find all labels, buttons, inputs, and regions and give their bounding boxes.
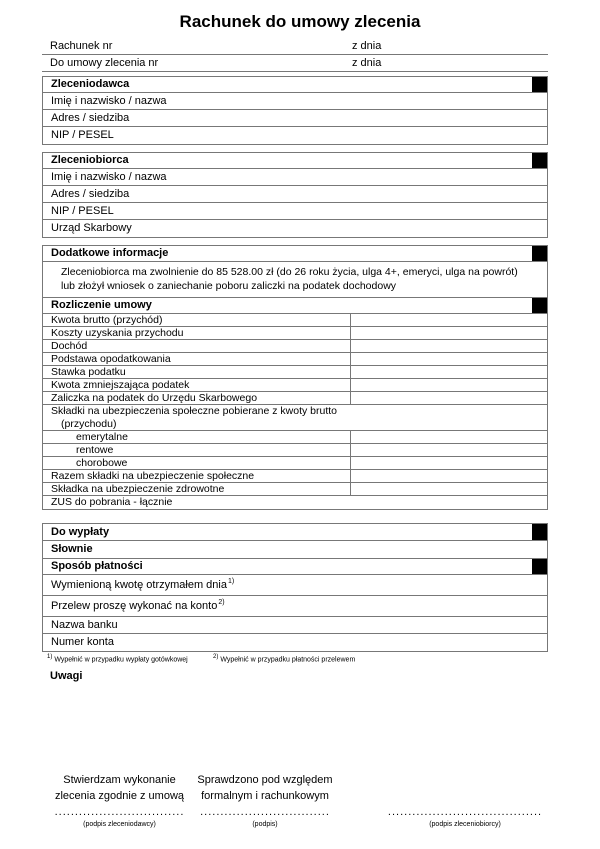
invoice-number-row (42, 38, 548, 55)
field-row-imie-nazwisko (43, 169, 547, 186)
field-label: Adres / siedziba (51, 188, 130, 200)
section-header-dodatkowe-informacje (43, 246, 547, 262)
signature-sublabel: (podpis) (252, 821, 278, 828)
row-label: Słownie (51, 543, 93, 555)
section-zleceniobiorca (42, 152, 548, 238)
settlement-row-chorobowe (43, 457, 547, 470)
section-dodatkowe-informacje (42, 245, 548, 298)
settlement-row-kwota-brutto (43, 314, 547, 327)
signature-sublabel: (podpis zleceniodawcy) (83, 821, 156, 828)
field-label: Adres / siedziba (51, 112, 130, 124)
settlement-row-koszty (43, 327, 547, 340)
header-black-tab (532, 524, 547, 540)
field-row-urzad-skarbowy (43, 220, 547, 237)
value-cell (351, 470, 547, 482)
field-row-imie-nazwisko (43, 93, 547, 110)
settlement-row-skladki-header (43, 405, 547, 418)
row-label: Do wypłaty (51, 526, 110, 538)
field-row-adres (43, 110, 547, 127)
signature-caption-line: zlecenia zgodnie z umową (54, 790, 185, 802)
footnote-text: Wypełnić w przypadku płatności przelewem (220, 656, 356, 664)
value-cell (351, 314, 547, 326)
footnote-2 (212, 654, 355, 663)
invoice-date-label: z dnia (352, 40, 382, 52)
value-cell (351, 379, 547, 391)
signature-caption (42, 772, 197, 806)
value-cell (351, 483, 547, 495)
footnote-mark: 1) (227, 578, 235, 586)
row-label: Numer konta (51, 636, 114, 648)
row-label: (przychodu) (61, 418, 117, 430)
signature-caption-line: Stwierdzam wykonanie (63, 774, 176, 786)
row-label: Nazwa banku (51, 619, 118, 631)
info-line-2: lub złożył wniosek o zaniechanie poboru zaliczki na podatek dochodowy (61, 280, 397, 292)
row-przelew-na-konto (43, 596, 547, 617)
value-cell (351, 444, 547, 456)
row-label: Stawka podatku (43, 366, 351, 378)
settlement-row-dochod (43, 340, 547, 353)
settlement-row-stawka (43, 366, 547, 379)
signature-caption (385, 772, 545, 806)
signature-caption (190, 772, 340, 806)
contract-date-label: z dnia (352, 57, 382, 69)
footnotes (42, 654, 548, 666)
footnote-text: Wypełnić w przypadku wypłaty gotówkowej (54, 656, 188, 664)
row-label: Przelew proszę wykonać na konto (51, 600, 218, 612)
row-label: chorobowe (43, 457, 351, 469)
row-numer-konta (43, 634, 547, 651)
form-body (42, 38, 548, 682)
signature-block-zleceniobiorca (385, 772, 545, 828)
value-cell (351, 457, 547, 469)
settlement-row-rentowe (43, 444, 547, 457)
field-label: Imię i nazwisko / nazwa (51, 95, 167, 107)
row-do-wyplaty (43, 524, 547, 541)
value-cell (351, 340, 547, 352)
row-label: Dochód (43, 340, 351, 352)
row-label: emerytalne (43, 431, 351, 443)
value-cell (351, 353, 547, 365)
field-label: NIP / PESEL (51, 205, 114, 217)
signature-dotted-line: ................................ (200, 806, 330, 818)
additional-info-text (43, 262, 547, 297)
settlement-row-skladki-header-cont (43, 418, 547, 431)
info-line-1: Zleceniobiorca ma zwolnienie do 85 528.00 zł (do 26 roku życia, ulga 4+, emeryci, ulga na powrót) (61, 266, 518, 278)
uwagi-label: Uwagi (50, 670, 83, 682)
row-label: rentowe (43, 444, 351, 456)
value-cell (351, 366, 547, 378)
header-black-tab (532, 298, 547, 313)
section-sposob-platnosci (42, 558, 548, 652)
page-title: Rachunek do umowy zlecenia (179, 12, 421, 31)
footnote-mark: 2) (218, 599, 225, 607)
contract-number-label: Do umowy zlecenia nr (50, 57, 159, 69)
signature-sublabel: (podpis zleceniobiorcy) (429, 821, 501, 828)
footnote-mark: 1) (47, 654, 53, 660)
field-label: NIP / PESEL (51, 129, 114, 141)
row-label: Składki na ubezpieczenia społeczne pobierane z kwoty brutto (51, 405, 338, 417)
section-title: Sposób płatności (51, 560, 143, 572)
settlement-row-zus-lacznie (43, 496, 547, 509)
header-black-tab (532, 153, 547, 168)
row-slownie (43, 541, 547, 558)
row-label: Kwota brutto (przychód) (43, 314, 351, 326)
signature-caption-line: formalnym i rachunkowym (201, 790, 329, 802)
signature-caption-line: Sprawdzono pod względem (197, 774, 333, 786)
invoice-number-label: Rachunek nr (50, 40, 113, 52)
settlement-row-emerytalne (43, 431, 547, 444)
section-rozliczenie-umowy (42, 297, 548, 510)
row-label: Składka na ubezpieczenie zdrowotne (43, 483, 351, 495)
row-label: Wymienioną kwotę otrzymałem dnia (51, 579, 227, 591)
section-zleceniodawca (42, 76, 548, 145)
settlement-row-podstawa (43, 353, 547, 366)
section-title: Rozliczenie umowy (51, 299, 152, 311)
section-title: Dodatkowe informacje (51, 247, 169, 259)
field-row-nip-pesel (43, 127, 547, 144)
header-black-tab (532, 246, 547, 261)
header-black-tab (532, 77, 547, 92)
section-header-sposob-platnosci (43, 559, 547, 575)
section-header-rozliczenie-umowy (43, 298, 547, 314)
section-header-zleceniobiorca (43, 153, 547, 169)
signature-block-zleceniodawca (42, 772, 197, 828)
contract-number-row (42, 55, 548, 72)
field-label: Imię i nazwisko / nazwa (51, 171, 167, 183)
value-cell (351, 327, 547, 339)
settlement-row-zdrowotne (43, 483, 547, 496)
settlement-row-zaliczka (43, 392, 547, 405)
section-do-wyplaty (42, 523, 548, 559)
value-cell (351, 392, 547, 404)
section-header-zleceniodawca (43, 77, 547, 93)
signature-dotted-line: ................................ (54, 806, 185, 818)
settlement-row-kwota-zmniejszajaca (43, 379, 547, 392)
header-black-tab (532, 559, 547, 574)
field-label: Urząd Skarbowy (51, 222, 132, 234)
footnote-mark: 2) (213, 654, 219, 660)
signature-block-sprawdzono (190, 772, 340, 828)
settlement-row-razem-skladki (43, 470, 547, 483)
section-title: Zleceniobiorca (51, 154, 129, 166)
row-label: ZUS do pobrania - łącznie (51, 496, 173, 508)
signature-dotted-line: ...................................... (387, 806, 543, 818)
field-row-adres (43, 186, 547, 203)
section-title: Zleceniodawca (51, 78, 130, 90)
row-kwota-otrzymana-dnia (43, 575, 547, 596)
field-row-nip-pesel (43, 203, 547, 220)
value-cell (351, 431, 547, 443)
footnote-1 (46, 654, 188, 663)
row-label: Zaliczka na podatek do Urzędu Skarbowego (43, 392, 351, 404)
row-label: Podstawa opodatkowania (43, 353, 351, 365)
row-label: Razem składki na ubezpieczenie społeczne (43, 470, 351, 482)
row-nazwa-banku (43, 617, 547, 634)
row-label: Kwota zmniejszająca podatek (43, 379, 351, 391)
row-label: Koszty uzyskania przychodu (43, 327, 351, 339)
